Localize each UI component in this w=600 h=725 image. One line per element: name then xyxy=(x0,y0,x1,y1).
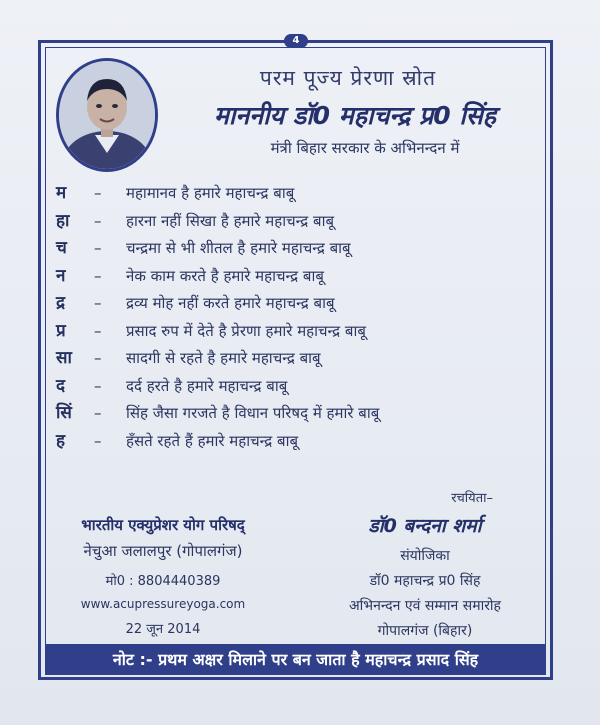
date-text: 22 जून 2014 xyxy=(125,622,201,637)
acrostic-line: प्रसाद रुप में देते है प्रेरणा हमारे महाचन्द्र बाबू xyxy=(126,321,366,340)
acrostic-line: सादगी से रहते है हमारे महाचन्द्र बाबू xyxy=(126,349,321,367)
acrostic-row xyxy=(56,318,526,346)
header-title: माननीय डॉ0 महाचन्द्र प्र0 सिंह xyxy=(213,101,497,130)
author-block xyxy=(305,488,545,646)
acrostic-row xyxy=(56,373,526,401)
acrostic-letter: न xyxy=(56,265,66,286)
acrostic-dash: – xyxy=(94,294,102,312)
acrostic-dash: – xyxy=(94,376,102,395)
acrostic-line: सिंह जैसा गरजते है विधान परिषद् में हमारे बाबू xyxy=(126,404,380,422)
portrait-photo xyxy=(56,58,158,172)
acrostic-row xyxy=(56,180,526,208)
acrostic-letter: म xyxy=(56,183,67,203)
acrostic-row xyxy=(56,290,526,318)
acrostic-letter: द्र xyxy=(56,293,66,313)
acrostic-row xyxy=(56,263,526,291)
acrostic-letter: च xyxy=(56,238,67,258)
author-role: संयोजिका xyxy=(400,548,450,564)
event-location: गोपालगंज (बिहार) xyxy=(377,623,473,639)
acrostic-line: दर्द हरते है हमारे महाचन्द्र बाबू xyxy=(126,376,288,395)
acrostic-poem xyxy=(56,180,526,455)
acrostic-dash: – xyxy=(94,211,102,230)
acrostic-dash: – xyxy=(94,321,102,340)
page-number-badge: 4 xyxy=(284,34,308,48)
acrostic-letter: द xyxy=(56,375,66,396)
acrostic-dash: – xyxy=(94,266,102,285)
acrostic-row xyxy=(56,235,526,263)
footer-note: नोट :- प्रथम अक्षर मिलाने पर बन जाता है महाचन्द्र प्रसाद सिंह xyxy=(45,644,546,675)
event-honoree: डॉ0 महाचन्द्र प्र0 सिंह xyxy=(369,573,481,589)
acrostic-dash: – xyxy=(94,349,102,367)
acrostic-letter: हा xyxy=(56,210,70,231)
acrostic-line: चन्द्रमा से भी शीतल है हमारे महाचन्द्र बाबू xyxy=(126,239,351,257)
acrostic-row xyxy=(56,345,526,373)
acrostic-dash: – xyxy=(94,404,102,422)
header-line-1: परम पूज्य प्रेरणा स्रोत xyxy=(259,66,437,90)
acrostic-line: महामानव है हमारे महाचन्द्र बाबू xyxy=(126,184,295,202)
acrostic-letter: ह xyxy=(56,430,66,451)
acrostic-row xyxy=(56,428,526,456)
phone-number: मो0 : 8804440389 xyxy=(105,574,221,589)
acrostic-dash: – xyxy=(94,431,102,450)
header-subtitle: मंत्री बिहार सरकार के अभिनन्दन में xyxy=(270,139,460,157)
composer-label: रचयिता– xyxy=(451,491,493,506)
organization-address: नेचुआ जलालपुर (गोपालगंज) xyxy=(83,542,243,560)
acrostic-line: हँसते रहते हैं हमारे महाचन्द्र बाबू xyxy=(126,431,299,450)
acrostic-letter: प्र xyxy=(56,320,66,341)
acrostic-dash: – xyxy=(94,239,102,257)
acrostic-dash: – xyxy=(94,184,102,202)
acrostic-line: हारना नहीं सिखा है हमारे महाचन्द्र बाबू xyxy=(126,211,335,230)
author-name: डॉ0 बन्दना शर्मा xyxy=(368,515,482,537)
organization-block xyxy=(48,515,278,637)
organization-name: भारतीय एक्युप्रेशर योग परिषद् xyxy=(81,516,245,534)
acrostic-row xyxy=(56,400,526,428)
acrostic-line: द्रव्य मोह नहीं करते हमारे महाचन्द्र बाबू xyxy=(126,294,335,312)
event-name: अभिनन्दन एवं सम्मान समारोह xyxy=(348,598,501,614)
website-text: www.acupressureyoga.com xyxy=(80,597,246,611)
acrostic-letter: सा xyxy=(56,348,72,368)
portrait-illustration xyxy=(59,61,155,169)
acrostic-letter: सिं xyxy=(56,403,72,423)
acrostic-line: नेक काम करते है हमारे महाचन्द्र बाबू xyxy=(126,266,324,285)
acrostic-row xyxy=(56,208,526,236)
